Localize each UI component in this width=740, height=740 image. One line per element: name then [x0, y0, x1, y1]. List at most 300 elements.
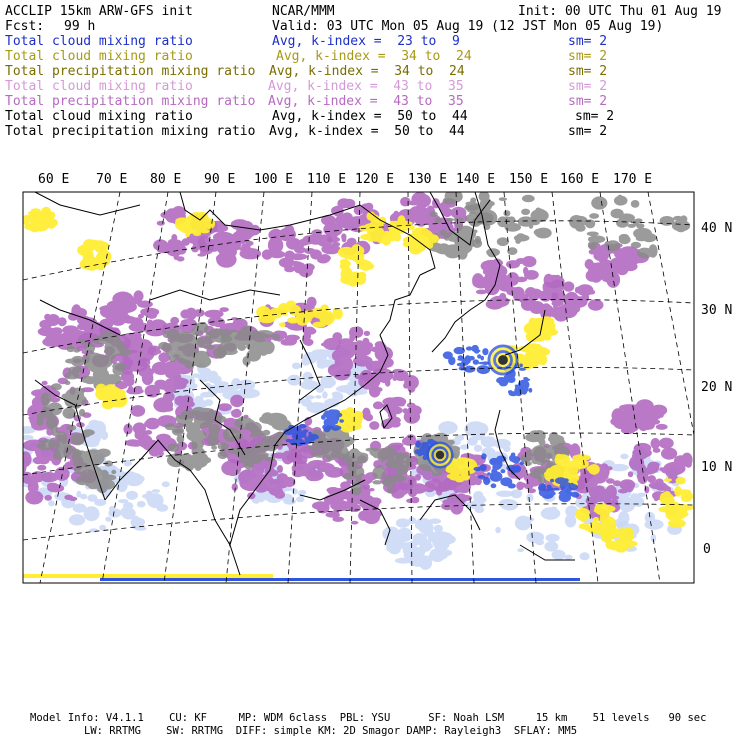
cloud-cell — [363, 453, 368, 458]
cloud-cell — [519, 364, 523, 368]
cloud-cell — [372, 480, 382, 484]
cloud-cell — [584, 286, 592, 294]
cloud-cell — [234, 409, 240, 414]
cloud-cell — [339, 419, 344, 422]
cloud-cell — [433, 434, 441, 439]
cloud-cell — [521, 209, 530, 215]
cloud-cell — [563, 281, 574, 291]
cloud-cell — [409, 557, 417, 563]
legend-smoothing: sm= 2 — [568, 94, 608, 109]
cloud-cell — [610, 496, 619, 501]
legend-field-name: Total cloud mixing ratio — [5, 34, 193, 49]
cloud-cell — [590, 270, 602, 283]
cloud-cell — [418, 521, 434, 534]
cloud-cell — [91, 450, 104, 461]
cloud-cell — [394, 370, 409, 381]
cloud-cell — [28, 211, 41, 217]
cloud-cell — [619, 497, 636, 512]
cloud-cell — [646, 419, 660, 425]
cloud-cell — [465, 355, 472, 364]
cloud-cell — [339, 352, 352, 357]
cloud-cell — [218, 451, 229, 459]
cloud-cell — [645, 449, 651, 454]
cloud-cell — [503, 210, 510, 216]
cloud-cell — [194, 357, 200, 363]
cloud-cell — [181, 410, 194, 424]
cloud-cell — [499, 293, 506, 300]
cloud-cell — [186, 383, 197, 390]
longitude-tick-label: 90 E — [204, 172, 236, 187]
typhoon-east-china-sea — [489, 346, 517, 374]
cloud-cell — [206, 331, 222, 338]
cloud-cell — [655, 484, 668, 491]
cloud-cell — [508, 390, 513, 394]
cloud-cell — [397, 474, 403, 480]
cloud-cell — [355, 273, 367, 285]
cloud-cell — [131, 332, 142, 339]
cloud-cell — [475, 507, 485, 514]
cloud-cell — [68, 366, 83, 373]
cloud-cell — [334, 419, 338, 424]
cloud-cell — [344, 423, 362, 430]
cloud-cell — [342, 238, 347, 243]
cloud-cell — [654, 495, 659, 502]
cloud-cell — [473, 359, 479, 364]
cloud-cell — [660, 492, 671, 498]
cloud-cell — [522, 256, 537, 267]
cloud-cell — [135, 526, 147, 530]
cloud-cell — [177, 331, 184, 338]
cloud-cell — [685, 461, 692, 468]
cloud-cell — [389, 397, 406, 407]
cloud-cell — [539, 489, 547, 496]
cloud-cell — [131, 518, 146, 527]
cloud-cell — [414, 194, 431, 208]
cloud-cell — [41, 399, 49, 405]
cloud-cell — [429, 211, 437, 217]
cloud-cell — [238, 344, 246, 351]
model-info-line1: Model Info: V4.1.1 CU: KF MP: WDM 6class PBL: YSU SF: Noah LSM 15 km 51 levels 90 sec — [30, 712, 707, 724]
cloud-cell — [529, 388, 533, 393]
cloud-cell — [163, 243, 170, 248]
cloud-cell — [25, 491, 43, 505]
storm-eye — [436, 451, 444, 459]
legend-smoothing: sm= 2 — [575, 109, 615, 124]
cloud-cell — [434, 525, 443, 533]
cloud-cell — [486, 248, 500, 256]
legend-smoothing: sm= 2 — [568, 124, 608, 139]
cloud-cell — [359, 260, 372, 271]
cloud-cell — [392, 415, 397, 422]
cloud-cell — [677, 228, 685, 232]
cloud-cell — [131, 297, 142, 304]
cloud-cell — [321, 442, 333, 449]
cloud-cell — [529, 301, 544, 314]
cloud-cell — [408, 384, 416, 393]
cloud-cell — [637, 493, 646, 497]
cloud-cell — [109, 506, 115, 512]
cloud-cell — [65, 359, 76, 364]
cloud-cell — [525, 433, 542, 443]
cloud-cell — [279, 258, 295, 268]
cloud-cell — [335, 214, 352, 226]
cloud-cell — [309, 435, 319, 440]
cloud-cell — [445, 482, 459, 490]
cloud-cell — [47, 219, 58, 227]
cloud-cell — [504, 375, 511, 381]
cloud-cell — [80, 494, 87, 500]
cloud-cell — [73, 503, 87, 512]
cloud-cell — [620, 540, 638, 547]
cloud-cell — [185, 216, 195, 223]
cloud-cell — [47, 484, 64, 492]
cloud-cell — [36, 417, 43, 426]
cloud-cell — [116, 392, 124, 396]
cloud-cell — [145, 430, 153, 435]
cloud-cell — [181, 319, 192, 325]
cloud-cell — [5, 459, 13, 469]
cloud-cell — [15, 474, 24, 482]
cloud-cell — [511, 489, 522, 498]
cloud-cell — [587, 232, 599, 237]
cloud-cell — [217, 234, 226, 243]
cloud-cell — [272, 334, 280, 340]
cloud-cell — [43, 226, 48, 230]
cloud-cell — [506, 272, 519, 286]
cloud-cell — [194, 462, 202, 471]
cloud-cell — [385, 379, 391, 387]
cloud-cell — [292, 488, 298, 494]
cloud-cell — [395, 454, 405, 459]
longitude-tick-label: 130 E — [408, 172, 448, 187]
cloud-cell — [334, 308, 343, 319]
cloud-cell — [456, 224, 463, 229]
cloud-cell — [262, 478, 277, 487]
cloud-cell — [572, 454, 590, 461]
cloud-cell — [52, 431, 63, 437]
southern-boundary-cloud — [100, 578, 580, 581]
cloud-cell — [332, 487, 337, 491]
cloud-cell — [48, 500, 55, 506]
cloud-cell — [477, 365, 490, 374]
storm-eye — [498, 355, 508, 365]
cloud-cell — [580, 552, 590, 560]
cloud-cell — [220, 307, 229, 312]
cloud-cell — [334, 434, 343, 441]
cloud-cell — [471, 345, 479, 352]
cloud-cell — [571, 492, 579, 498]
cloud-cell — [315, 395, 322, 399]
cloud-cell — [579, 523, 590, 529]
cloud-cell — [21, 459, 29, 465]
legend-smoothing: sm= 2 — [568, 49, 608, 64]
cloud-cell — [169, 210, 178, 217]
cloud-cell — [208, 371, 218, 381]
legend-field-name: Total cloud mixing ratio — [5, 109, 193, 124]
typhoon-south-china-sea — [428, 443, 452, 467]
cloud-cell — [368, 239, 374, 242]
cloud-cell — [539, 347, 548, 354]
cloud-cell — [604, 273, 620, 281]
cloud-cell — [122, 508, 136, 520]
cloud-cell — [230, 344, 238, 348]
cloud-cell — [435, 551, 448, 560]
cloud-cell — [140, 346, 156, 353]
cloud-cell — [113, 365, 124, 376]
cloud-cell — [292, 454, 303, 464]
cloud-cell — [415, 441, 421, 448]
cloud-cell — [552, 550, 566, 560]
cloud-cell — [145, 418, 160, 430]
cloud-cell — [453, 218, 464, 222]
legend-index-range: Avg, k-index = 34 to 24 — [276, 49, 472, 64]
cloud-cell — [89, 528, 98, 532]
cloud-cell — [44, 495, 52, 501]
cloud-cell — [329, 409, 339, 414]
cloud-cell — [482, 348, 488, 355]
cloud-cell — [152, 489, 160, 493]
legend-smoothing: sm= 2 — [568, 79, 608, 94]
cloud-cell — [108, 476, 113, 482]
cloud-cell — [94, 355, 112, 368]
cloud-cell — [218, 442, 229, 450]
cloud-cell — [317, 256, 329, 264]
cloud-cell — [618, 489, 628, 494]
cloud-cell — [506, 260, 520, 268]
legend-field-name: Total cloud mixing ratio — [5, 49, 193, 64]
cloud-cell — [254, 338, 268, 348]
cloud-cell — [228, 448, 238, 454]
cloud-cell — [443, 351, 453, 359]
cloud-cell — [195, 396, 204, 402]
cloud-cell — [356, 355, 363, 360]
cloud-cell — [523, 386, 528, 392]
cloud-cell — [326, 449, 336, 461]
cloud-cell — [547, 507, 553, 515]
cloud-cell — [177, 435, 185, 443]
cloud-cell — [286, 304, 294, 313]
legend-field-name: Total cloud mixing ratio — [5, 79, 193, 94]
cloud-cell — [332, 392, 343, 401]
cloud-cell — [481, 453, 487, 459]
legend-index-range: Avg, k-index = 34 to 24 — [269, 64, 465, 79]
cloud-cell — [661, 448, 677, 460]
cloud-cell — [237, 417, 252, 426]
cloud-cell — [51, 383, 62, 390]
cloud-cell — [111, 470, 116, 474]
cloud-cell — [665, 468, 678, 477]
cloud-cell — [500, 477, 512, 486]
cloud-cell — [536, 208, 541, 211]
cloud-cell — [254, 451, 268, 460]
cloud-cell — [33, 476, 42, 482]
cloud-cell — [100, 470, 109, 478]
cloud-cell — [518, 216, 534, 226]
cloud-cell — [69, 497, 78, 501]
cloud-cell — [542, 334, 551, 341]
cloud-cell — [373, 401, 383, 409]
cloud-cell — [631, 200, 640, 208]
cloud-cell — [421, 442, 430, 447]
cloud-cell — [86, 440, 99, 447]
cloud-cell — [156, 504, 168, 512]
cloud-cell — [98, 394, 105, 401]
cloud-cell — [476, 290, 487, 295]
cloud-cell — [53, 450, 64, 460]
cloud-cell — [64, 372, 79, 379]
cloud-cell — [463, 459, 477, 474]
cloud-cell — [581, 518, 587, 522]
cloud-cell — [333, 495, 344, 502]
cloud-cell — [527, 361, 539, 367]
cloud-cell — [191, 438, 204, 450]
longitude-tick-label: 150 E — [509, 172, 549, 187]
cloud-cell — [481, 436, 497, 447]
cloud-cell — [309, 308, 328, 318]
cloud-cell — [263, 430, 271, 436]
cloud-cell — [599, 463, 610, 479]
cloud-cell — [522, 517, 534, 522]
cloud-cell — [105, 517, 111, 522]
cloud-cell — [490, 471, 503, 482]
cloud-cell — [152, 362, 171, 375]
cloud-cell — [321, 342, 333, 347]
cloud-cell — [325, 379, 336, 387]
cloud-cell — [558, 491, 567, 495]
cloud-cell — [298, 265, 313, 278]
cloud-cell — [495, 442, 505, 446]
cloud-cell — [526, 494, 533, 502]
cloud-cell — [42, 381, 48, 385]
cloud-cell — [332, 426, 342, 431]
cloud-cell — [446, 218, 454, 222]
cloud-cell — [123, 424, 132, 435]
cloud-cell — [516, 385, 523, 389]
cloud-cell — [565, 514, 576, 527]
cloud-cell — [324, 411, 329, 415]
latitude-tick-label: 20 N — [701, 380, 733, 395]
cloud-cell — [427, 241, 434, 248]
cloud-cell — [191, 245, 199, 252]
cloud-cell — [230, 395, 244, 408]
cloud-cell — [495, 527, 501, 533]
cloud-cell — [664, 478, 672, 481]
org-label: NCAR/MMM — [272, 4, 335, 19]
cloud-cell — [297, 318, 304, 322]
cloud-cell — [417, 451, 422, 456]
cloud-cell — [483, 477, 490, 485]
cloud-cell — [588, 299, 604, 310]
cloud-cell — [138, 314, 144, 319]
cloud-cell — [466, 202, 480, 211]
cloud-cell — [565, 555, 573, 560]
cloud-cell — [356, 340, 363, 345]
cloud-cell — [137, 501, 146, 508]
cloud-cell — [526, 334, 540, 343]
valid-time: Valid: 03 UTC Mon 05 Aug 19 (12 JST Mon 05 Aug 19) — [272, 19, 664, 34]
cloud-cell — [157, 221, 165, 226]
cloud-cell — [553, 306, 569, 322]
cloud-cell — [408, 517, 416, 524]
cloud-cell — [592, 520, 600, 527]
cloud-cell — [130, 405, 145, 417]
longitude-tick-label: 70 E — [96, 172, 128, 187]
cloud-cell — [393, 211, 399, 218]
cloud-cell — [105, 339, 126, 355]
model-title: ACCLIP 15km ARW-GFS init — [5, 4, 193, 19]
cloud-cell — [553, 488, 559, 491]
cloud-cell — [317, 363, 327, 369]
cloud-cell — [134, 386, 142, 392]
legend-index-range: Avg, k-index = 50 to 44 — [272, 109, 468, 124]
cloud-cell — [606, 240, 621, 251]
cloud-cell — [233, 231, 251, 240]
cloud-cell — [387, 487, 393, 494]
cloud-cell — [370, 219, 378, 229]
cloud-cell — [432, 470, 442, 476]
southern-boundary-cloud — [23, 574, 273, 578]
cloud-cell — [565, 462, 575, 473]
cloud-cell — [644, 519, 663, 530]
cloud-cell — [287, 375, 301, 386]
cloud-cell — [296, 496, 304, 502]
cloud-cell — [550, 479, 554, 483]
cloud-cell — [676, 477, 686, 484]
cloud-cell — [506, 287, 523, 296]
cloud-cell — [649, 462, 660, 468]
cloud-cell — [128, 386, 134, 394]
cloud-cell — [307, 297, 317, 308]
cloud-cell — [65, 381, 71, 385]
cloud-cell — [617, 195, 623, 203]
cloud-cell — [619, 404, 639, 411]
cloud-cell — [487, 472, 491, 475]
cloud-cell — [79, 409, 85, 417]
cloud-cell — [459, 485, 470, 493]
cloud-cell — [145, 385, 160, 398]
cloud-cell — [438, 421, 457, 434]
cloud-cell — [145, 491, 154, 502]
cloud-cell — [601, 495, 611, 499]
cloud-cell — [491, 483, 497, 488]
cloud-cell — [210, 243, 219, 252]
cloud-cell — [644, 407, 663, 415]
cloud-cell — [516, 233, 525, 240]
cloud-cell — [285, 335, 300, 341]
cloud-cell — [165, 423, 175, 430]
cloud-cell — [87, 494, 97, 502]
cloud-cell — [524, 270, 539, 280]
cloud-cell — [585, 259, 594, 269]
cloud-cell — [271, 417, 284, 425]
cloud-cell — [619, 235, 631, 244]
cloud-cell — [274, 491, 285, 499]
cloud-cell — [265, 457, 275, 462]
cloud-cell — [136, 476, 144, 483]
cloud-cell — [507, 216, 515, 223]
cloud-cell — [348, 461, 357, 470]
cloud-cell — [37, 465, 46, 471]
cloud-cell — [676, 490, 684, 495]
cloud-cell — [385, 460, 402, 468]
cloud-cell — [322, 391, 328, 398]
cloud-cell — [570, 485, 576, 489]
cloud-cell — [660, 216, 675, 226]
cloud-cell — [503, 446, 511, 452]
cloud-cell — [323, 425, 330, 432]
cloud-cell — [431, 478, 441, 486]
cloud-cell — [434, 217, 442, 223]
